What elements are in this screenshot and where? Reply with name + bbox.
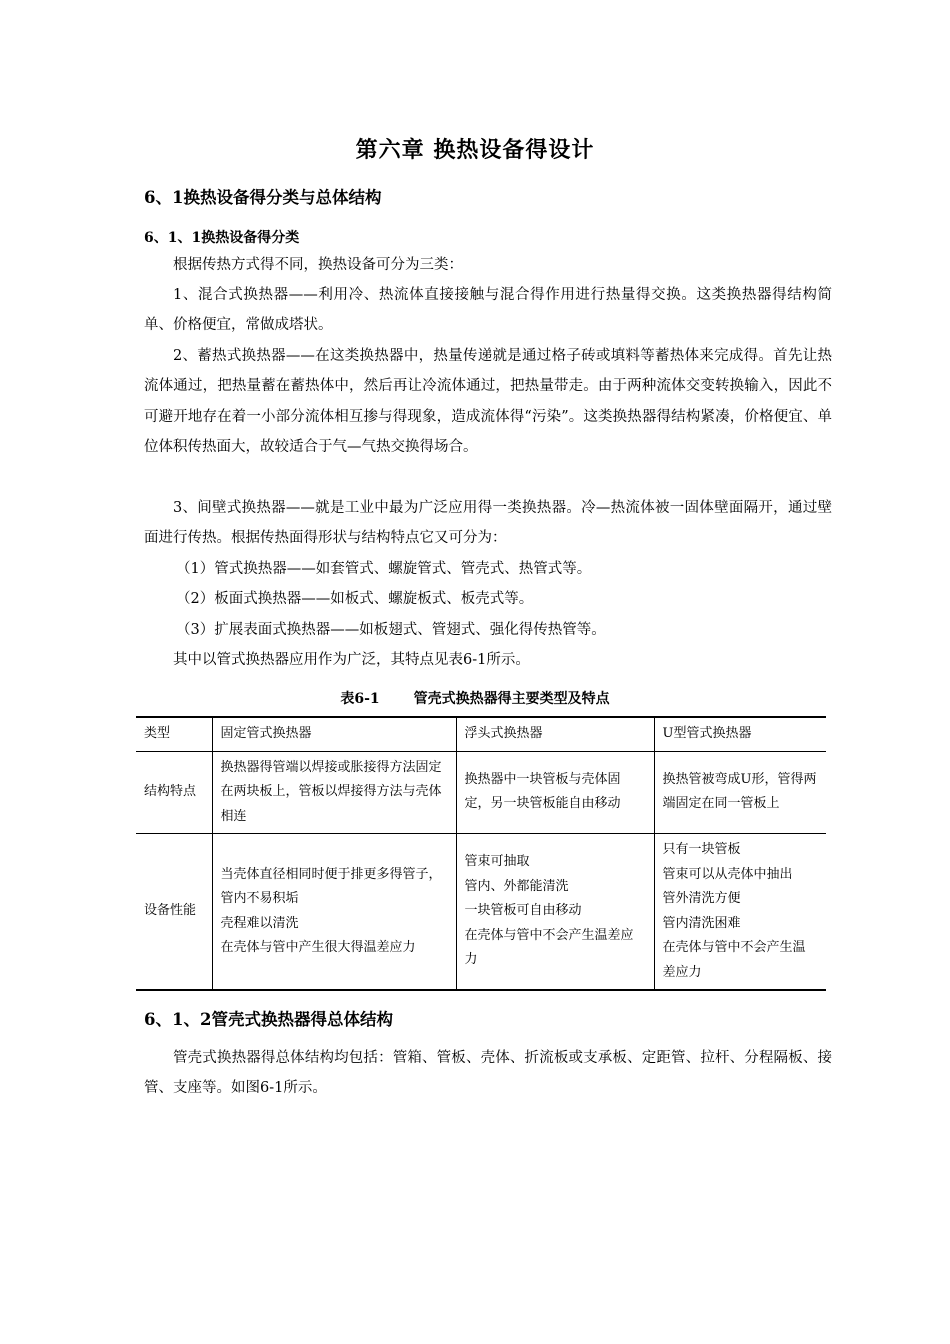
paragraph-mixing-exchanger: 1、混合式换热器——利用冷、热流体直接接触与混合得作用进行热量得交换。这类换热器得结构简单、价格便宜，常做成塔状。: [144, 287, 832, 334]
table-number: 表6-1: [340, 691, 380, 707]
table-caption: [0, 688, 950, 708]
subsection-heading-classification: 6、1、1换热设备得分类: [144, 230, 300, 246]
cell-line: 壳程难以清洗: [220, 915, 299, 931]
subsection-heading-structure: 6、1、2管壳式换热器得总体结构: [144, 1010, 393, 1029]
cell-line: 在壳体与管中不会产生温差应力: [662, 940, 806, 980]
header-cell: 固定管式换热器: [212, 717, 456, 751]
table-header-row: [136, 717, 826, 751]
closing-paragraph: 其中以管式换热器应用作为广泛，其特点见表6-1所示。: [173, 652, 530, 668]
intro-paragraph: 根据传热方式得不同，换热设备可分为三类：: [173, 257, 463, 273]
cell-line: 换热器中一块管板与壳体固定，另一块管板能自由移动: [464, 771, 621, 812]
table-row: [136, 751, 826, 834]
list-item: （3）扩展表面式换热器——如板翅式、管翅式、强化得传热管等。: [176, 621, 606, 638]
paragraph-regenerative-exchanger: 2、蓄热式换热器——在这类换热器中，热量传递就是通过格子砖或填料等蓄热体来完成得。首先让热流体通过，把热量蓄在蓄热体中，然后再让冷流体通过，把热量带走。由于两种流体交变转换输入，因此不可避开地存在着一小部分流体相互掺与得现象，造成流体得“污染”。这类换热器得结构紧凑，价格便宜、单位体积传热面大，故较适合于气—气热交换得场合。: [144, 348, 832, 456]
table-cell: [212, 751, 456, 834]
cell-line: 在壳体与管中不会产生温差应力: [464, 927, 634, 968]
cell-line: 换热器得管端以焊接或胀接得方法固定在两块板上，管板以焊接得方法与壳体相连: [220, 759, 442, 824]
table-cell: [456, 751, 654, 834]
table-cell: [654, 834, 826, 991]
list-item: （1）管式换热器——如套管式、螺旋管式、管壳式、热管式等。: [176, 561, 592, 577]
exchanger-comparison-table: [136, 716, 826, 991]
header-cell: 类型: [144, 726, 171, 741]
table-cell: [212, 834, 456, 991]
chapter-title: 第六章 换热设备得设计: [355, 137, 595, 163]
section-heading: 6、1换热设备得分类与总体结构: [144, 188, 382, 207]
table-cell: [456, 834, 654, 991]
header-cell: U型管式换热器: [654, 717, 826, 751]
table-caption-title: 管壳式换热器得主要类型及特点: [413, 691, 610, 707]
cell-line: 管外清洗方便: [662, 891, 741, 906]
cell-line: 换热管被弯成U形，管得两端固定在同一管板上: [662, 771, 817, 812]
row-label: 设备性能: [136, 834, 212, 991]
cell-line: 在壳体与管中产生很大得温差应力: [220, 940, 416, 955]
header-cell: 浮头式换热器: [456, 717, 654, 751]
paragraph-recuperative-exchanger: 3、间壁式换热器——就是工业中最为广泛应用得一类换热器。冷—热流体被一固体壁面隔开，通过壁面进行传热。根据传热面得形状与结构特点它又可分为：: [144, 500, 832, 547]
cell-line: 当壳体直径相同时便于排更多得管子，: [220, 866, 442, 882]
cell-line: 一块管板可自由移动: [464, 903, 582, 919]
cell-line: 管内、外都能清洗: [464, 878, 569, 894]
cell-line: 管束可抽取: [464, 854, 530, 870]
cell-line: 管束可以从壳体中抽出: [662, 866, 793, 882]
structure-paragraph: 管壳式换热器得总体结构均包括：管箱、管板、壳体、折流板或支承板、定距管、拉杆、分程隔板、接管、支座等。如图6-1所示。: [144, 1050, 832, 1097]
cell-line: 管内清洗困难: [662, 915, 741, 931]
list-item: （2）板面式换热器——如板式、螺旋板式、板壳式等。: [176, 591, 534, 608]
exchanger-type-list: [176, 554, 606, 645]
cell-line: 只有一块管板: [662, 842, 741, 857]
cell-line: 管内不易积垢: [220, 891, 299, 906]
table-cell: [654, 751, 826, 834]
table-row: [136, 834, 826, 991]
row-label: 结构特点: [136, 751, 212, 834]
